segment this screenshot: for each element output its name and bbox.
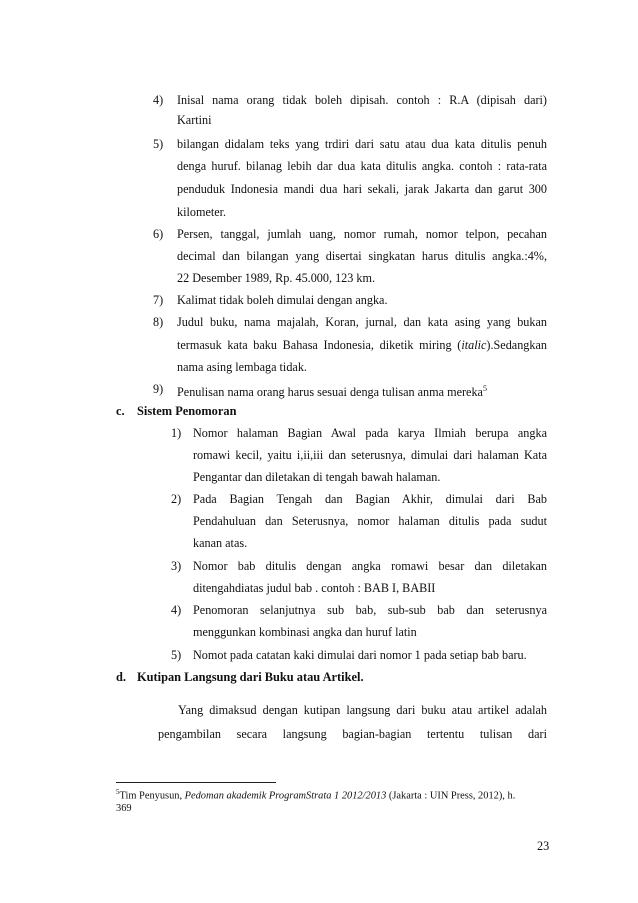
list-item-text: romawi kecil, yaitu i,ii,iii dan seterusnya, dimulai dari halaman Kata	[193, 448, 547, 462]
list-item-text: ditengahdiatas judul bab . contoh : BAB I, BABII	[193, 581, 436, 595]
footnote-mark: 5	[482, 384, 487, 393]
list-item-text: menggunkan kombinasi angka dan huruf latin	[193, 625, 417, 639]
footnote-separator	[116, 782, 276, 783]
list-item-number: 5)	[153, 137, 164, 151]
list-item-text: Pengantar dan diletakan di tengah bawah halaman.	[193, 470, 441, 484]
list-item-text: Kalimat tidak boleh dimulai dengan angka.	[177, 293, 388, 307]
list-item-text: Pada Bagian Tengah dan Bagian Akhir, dimulai dari Bab	[193, 492, 547, 506]
list-item-number: 3)	[171, 559, 182, 573]
list-item-text: 22 Desember 1989, Rp. 45.000, 123 km.	[177, 271, 376, 285]
list-item-number: 6)	[153, 227, 164, 241]
paragraph-line: pengambilan secara langsung bagian-bagian tertentu tulisan dari	[158, 727, 547, 741]
list-item-number: 7)	[153, 293, 164, 307]
list-item-text: kanan atas.	[193, 536, 248, 550]
list-item-text: Nomor bab ditulis dengan angka romawi besar dan diletakan	[193, 559, 547, 573]
list-item-text: Judul buku, nama majalah, Koran, jurnal, dan kata asing yang bukan	[177, 315, 547, 329]
list-item-number: 5)	[171, 648, 182, 662]
list-item-number: 8)	[153, 315, 164, 329]
list-item-number: 9)	[153, 382, 164, 396]
list-item-number: 1)	[171, 426, 182, 440]
paragraph-line: Yang dimaksud dengan kutipan langsung dari buku atau artikel adalah	[178, 703, 547, 717]
list-item-text-mixed: termasuk kata baku Bahasa Indonesia, diketik miring (italic).Sedangkan	[177, 338, 547, 352]
list-item-text: Pendahuluan dan Seterusnya, nomor halaman ditulis pada sudut	[193, 514, 547, 528]
footnote-book-title: Pedoman akademik ProgramStrata 1 2012/2013	[184, 790, 387, 802]
list-item-text: Persen, tanggal, jumlah uang, nomor rumah, nomor telpon, pecahan	[177, 227, 547, 241]
page-number: 23	[537, 839, 550, 853]
footnote-number: 5	[116, 788, 120, 796]
list-item-text: denga huruf. bilanag lebih dar dua kata ditulis angka. contoh : rata-rata	[177, 159, 547, 173]
list-item-text: Nomor halaman Bagian Awal pada karya Ilmiah berupa angka	[193, 426, 547, 440]
italic-word: italic	[461, 338, 487, 352]
list-item-text: nama asing lembaga tidak.	[177, 360, 307, 374]
list-item-text: Inisal nama orang tidak boleh dipisah. contoh : R.A (dipisah dari)	[177, 93, 547, 107]
list-item-number: 4)	[153, 93, 164, 107]
section-label: d.	[116, 670, 126, 684]
list-item-text: Penomoran selanjutnya sub bab, sub-sub bab dan seterusnya	[193, 603, 547, 617]
list-item-text: kilometer.	[177, 205, 227, 219]
list-item-text: Kartini	[177, 113, 212, 127]
list-item-text: penduduk Indonesia mandi dua hari sekali, jarak Jakarta dan garut 300	[177, 182, 547, 196]
list-item-text: decimal dan bilangan yang disertai singkatan harus ditulis angka.:4%,	[177, 249, 547, 263]
list-item-text: bilangan didalam teks yang trdiri dari satu atau dua kata ditulis penuh	[177, 137, 547, 151]
list-item-number: 4)	[171, 603, 182, 617]
footnote-line: 369	[116, 803, 132, 814]
list-item-number: 2)	[171, 492, 182, 506]
footnote-line: $^5$Tim Penyusun, Pedoman akademik ProgramStrata 1 2012/2013 (Jakarta : UIN Press, 2012), h.	[116, 788, 516, 802]
section-heading: Kutipan Langsung dari Buku atau Artikel.	[137, 670, 364, 684]
list-item-text: Penulisan nama orang harus sesuai denga tulisan anma mereka$^5$	[177, 384, 487, 400]
section-label: c.	[116, 404, 125, 418]
section-heading: Sistem Penomoran	[137, 404, 237, 418]
list-item-text: Nomot pada catatan kaki dimulai dari nomor 1 pada setiap bab baru.	[193, 648, 527, 662]
